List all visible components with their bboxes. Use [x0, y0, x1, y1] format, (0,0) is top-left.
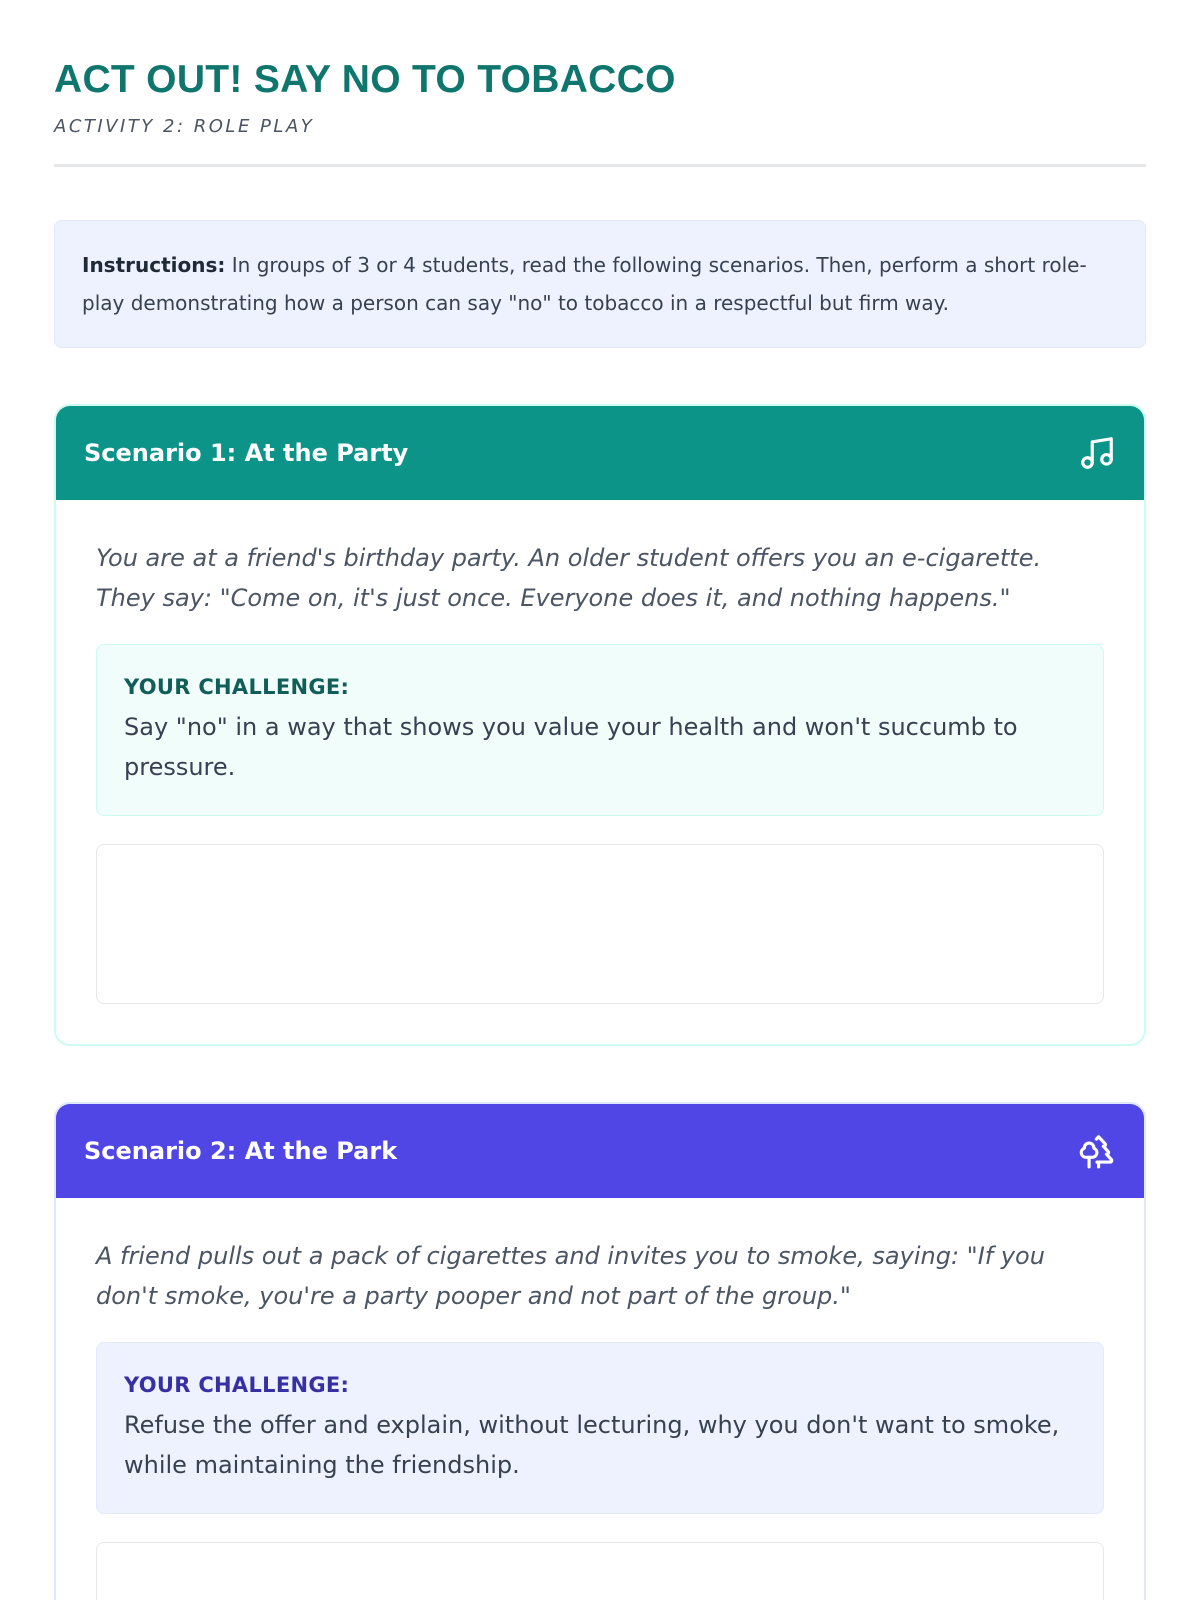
scenario-text-2: A friend pulls out a pack of cigarettes and invites you to smoke, saying: "If you don't smoke, you're a party pooper and not part of the group." [96, 1242, 1045, 1310]
scenario-card-1 [54, 404, 1146, 1046]
scenario-title-2: Scenario 2: At the Park [84, 1137, 398, 1165]
challenge-box-2 [96, 1342, 1104, 1514]
page-subtitle: ACTIVITY 2: ROLE PLAY [54, 116, 315, 137]
answer-area-2[interactable] [96, 1542, 1104, 1600]
instructions-label: Instructions: [82, 253, 226, 277]
challenge-label-1: YOUR CHALLENGE: [124, 675, 350, 699]
instructions-text: In groups of 3 or 4 students, read the following scenarios. Then, perform a short role-play demonstrating how a person can say "no" to tobacco in a respectful but firm way. [82, 253, 1087, 315]
challenge-box-1 [96, 644, 1104, 816]
scenario-body-1 [56, 500, 1144, 1044]
scenario-title-1: Scenario 1: At the Party [84, 439, 409, 467]
challenge-text-2: Refuse the offer and explain, without lecturing, why you don't want to smoke, while maintaining the friendship. [124, 1411, 1060, 1479]
scenario-header-2 [56, 1104, 1144, 1198]
page-header [54, 0, 1146, 167]
answer-area-1[interactable] [96, 844, 1104, 1004]
page-title: ACT OUT! SAY NO TO TOBACCO [54, 58, 676, 101]
instructions-box [54, 220, 1146, 348]
trees-icon [1078, 1132, 1116, 1170]
music-note-icon [1078, 434, 1116, 472]
scenario-card-2 [54, 1102, 1146, 1600]
challenge-text-1: Say "no" in a way that shows you value your health and won't succumb to pressure. [124, 713, 1018, 781]
challenge-label-2: YOUR CHALLENGE: [124, 1373, 350, 1397]
scenario-header-1 [56, 406, 1144, 500]
header-divider [54, 164, 1146, 167]
scenario-body-2 [56, 1198, 1144, 1600]
scenario-text-1: You are at a friend's birthday party. An older student offers you an e-cigarette. They say: "Come on, it's just once. Everyone does it, and nothing happens." [96, 544, 1042, 612]
